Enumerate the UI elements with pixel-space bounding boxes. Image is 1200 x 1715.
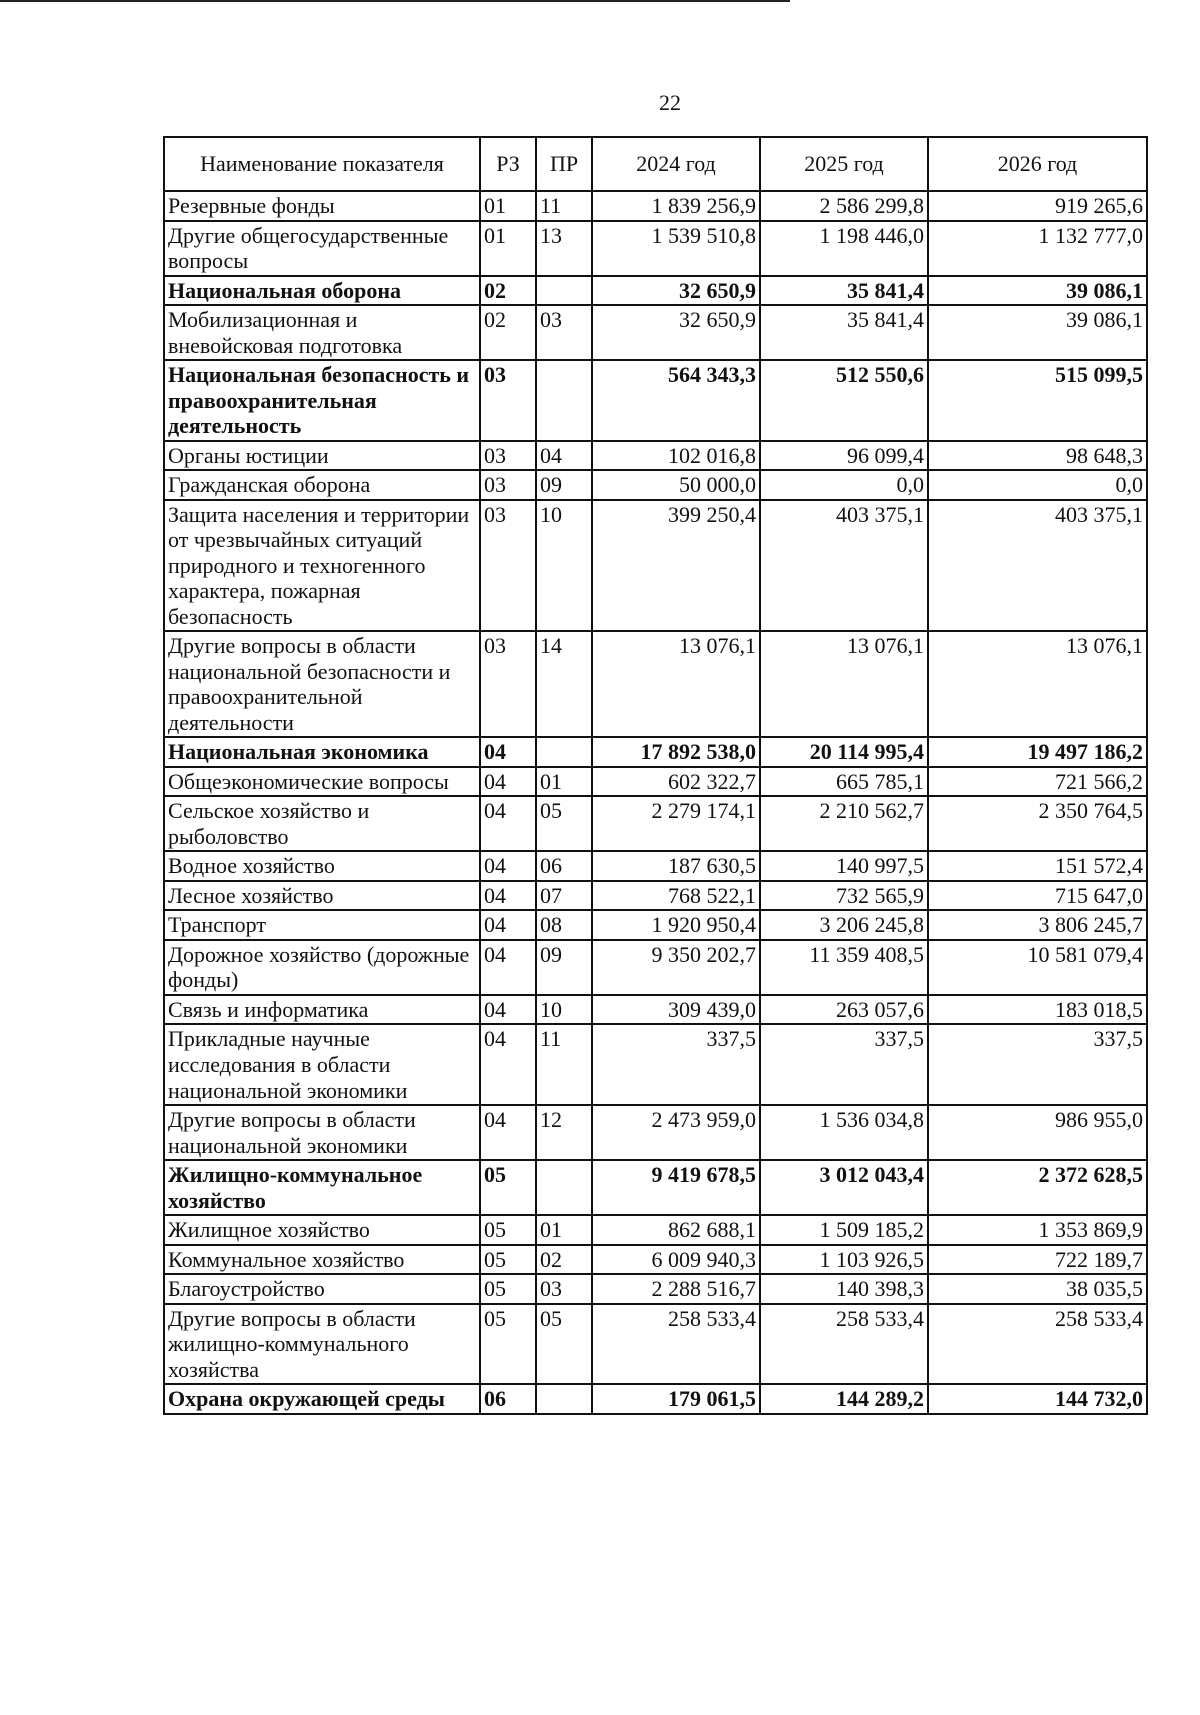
table-section-row: [164, 276, 1147, 306]
row-rz: 04: [480, 851, 536, 881]
table-section-row: [164, 737, 1147, 767]
row-2025: 13 076,1: [760, 631, 928, 737]
row-rz: 04: [480, 1105, 536, 1160]
row-name: Резервные фонды: [164, 191, 480, 221]
row-name: Жилищно-коммунальное хозяйство: [164, 1160, 480, 1215]
row-rz: 04: [480, 1024, 536, 1105]
row-pr: [536, 737, 592, 767]
page-number: 22: [659, 90, 681, 115]
row-2026: 13 076,1: [928, 631, 1147, 737]
row-2026: 986 955,0: [928, 1105, 1147, 1160]
row-pr: 12: [536, 1105, 592, 1160]
row-name: Национальная безопасность и правоохранительная деятельность: [164, 360, 480, 441]
row-2024: 179 061,5: [592, 1384, 760, 1414]
row-2024: 32 650,9: [592, 276, 760, 306]
row-2026: 1 132 777,0: [928, 221, 1147, 276]
row-2024: 2 279 174,1: [592, 796, 760, 851]
row-2024: 6 009 940,3: [592, 1245, 760, 1275]
table-row: [164, 191, 1147, 221]
row-2025: 3 012 043,4: [760, 1160, 928, 1215]
row-2025: 20 114 995,4: [760, 737, 928, 767]
row-2026: 2 372 628,5: [928, 1160, 1147, 1215]
table-row: [164, 221, 1147, 276]
row-2026: 258 533,4: [928, 1304, 1147, 1385]
row-rz: 04: [480, 796, 536, 851]
row-2026: 10 581 079,4: [928, 940, 1147, 995]
row-2025: 2 586 299,8: [760, 191, 928, 221]
row-rz: 04: [480, 767, 536, 797]
row-2025: 3 206 245,8: [760, 910, 928, 940]
row-2024: 13 076,1: [592, 631, 760, 737]
row-name: Жилищное хозяйство: [164, 1215, 480, 1245]
row-2024: 602 322,7: [592, 767, 760, 797]
table-section-row: [164, 1160, 1147, 1215]
table-row: [164, 470, 1147, 500]
row-name: Прикладные научные исследования в области национальной экономики: [164, 1024, 480, 1105]
table-row: [164, 995, 1147, 1025]
row-rz: 05: [480, 1245, 536, 1275]
row-pr: 04: [536, 441, 592, 471]
table-row: [164, 1215, 1147, 1245]
row-rz: 04: [480, 910, 536, 940]
table-row: [164, 441, 1147, 471]
row-name: Другие вопросы в области жилищно-коммунального хозяйства: [164, 1304, 480, 1385]
row-2026: 1 353 869,9: [928, 1215, 1147, 1245]
row-name: Другие общегосударственные вопросы: [164, 221, 480, 276]
row-2025: 0,0: [760, 470, 928, 500]
row-2026: 403 375,1: [928, 500, 1147, 632]
row-name: Сельское хозяйство и рыболовство: [164, 796, 480, 851]
row-name: Органы юстиции: [164, 441, 480, 471]
row-2025: 1 536 034,8: [760, 1105, 928, 1160]
row-rz: 04: [480, 995, 536, 1025]
row-name: Другие вопросы в области национальной экономики: [164, 1105, 480, 1160]
row-rz: 03: [480, 470, 536, 500]
row-2025: 11 359 408,5: [760, 940, 928, 995]
row-2026: 39 086,1: [928, 305, 1147, 360]
row-rz: 04: [480, 940, 536, 995]
row-2026: 2 350 764,5: [928, 796, 1147, 851]
scan-edge-line: [0, 0, 790, 2]
table-row: [164, 796, 1147, 851]
row-pr: 09: [536, 470, 592, 500]
row-pr: 01: [536, 767, 592, 797]
row-2025: 140 398,3: [760, 1274, 928, 1304]
row-2025: 263 057,6: [760, 995, 928, 1025]
row-pr: 05: [536, 796, 592, 851]
row-pr: 02: [536, 1245, 592, 1275]
header-pr: ПР: [536, 137, 592, 191]
row-2025: 258 533,4: [760, 1304, 928, 1385]
row-rz: 04: [480, 881, 536, 911]
table-row: [164, 1245, 1147, 1275]
row-pr: [536, 276, 592, 306]
row-rz: 01: [480, 221, 536, 276]
table-row: [164, 851, 1147, 881]
row-2025: 665 785,1: [760, 767, 928, 797]
header-2025: 2025 год: [760, 137, 928, 191]
row-2025: 35 841,4: [760, 276, 928, 306]
row-2025: 732 565,9: [760, 881, 928, 911]
row-name: Дорожное хозяйство (дорожные фонды): [164, 940, 480, 995]
table-row: [164, 910, 1147, 940]
row-2025: 96 099,4: [760, 441, 928, 471]
row-pr: 11: [536, 1024, 592, 1105]
row-2025: 403 375,1: [760, 500, 928, 632]
row-2024: 768 522,1: [592, 881, 760, 911]
row-name: Мобилизационная и вневойсковая подготовка: [164, 305, 480, 360]
row-name: Транспорт: [164, 910, 480, 940]
row-2025: 2 210 562,7: [760, 796, 928, 851]
row-name: Другие вопросы в области национальной безопасности и правоохранительной деятельности: [164, 631, 480, 737]
table-row: [164, 1105, 1147, 1160]
row-2026: 0,0: [928, 470, 1147, 500]
row-rz: 03: [480, 631, 536, 737]
row-rz: 06: [480, 1384, 536, 1414]
row-pr: 11: [536, 191, 592, 221]
row-rz: 05: [480, 1215, 536, 1245]
row-rz: 02: [480, 276, 536, 306]
table-row: [164, 631, 1147, 737]
row-2024: 9 350 202,7: [592, 940, 760, 995]
row-pr: 03: [536, 1274, 592, 1304]
row-name: Коммунальное хозяйство: [164, 1245, 480, 1275]
row-name: Национальная оборона: [164, 276, 480, 306]
row-rz: 02: [480, 305, 536, 360]
row-rz: 04: [480, 737, 536, 767]
row-2026: 337,5: [928, 1024, 1147, 1105]
row-2024: 1 920 950,4: [592, 910, 760, 940]
row-pr: 14: [536, 631, 592, 737]
header-name: Наименование показателя: [164, 137, 480, 191]
row-rz: 01: [480, 191, 536, 221]
row-2024: 258 533,4: [592, 1304, 760, 1385]
row-2024: 187 630,5: [592, 851, 760, 881]
header-2024: 2024 год: [592, 137, 760, 191]
row-2024: 9 419 678,5: [592, 1160, 760, 1215]
row-2024: 17 892 538,0: [592, 737, 760, 767]
row-name: Связь и информатика: [164, 995, 480, 1025]
header-rz: РЗ: [480, 137, 536, 191]
table-section-row: [164, 360, 1147, 441]
table-header-row: [164, 137, 1147, 191]
row-2026: 722 189,7: [928, 1245, 1147, 1275]
row-2026: 919 265,6: [928, 191, 1147, 221]
row-pr: 13: [536, 221, 592, 276]
row-2026: 151 572,4: [928, 851, 1147, 881]
row-2026: 144 732,0: [928, 1384, 1147, 1414]
row-rz: 03: [480, 360, 536, 441]
table-section-row: [164, 1384, 1147, 1414]
row-pr: 01: [536, 1215, 592, 1245]
row-2026: 98 648,3: [928, 441, 1147, 471]
row-name: Благоустройство: [164, 1274, 480, 1304]
row-2025: 140 997,5: [760, 851, 928, 881]
row-rz: 05: [480, 1160, 536, 1215]
row-2024: 2 288 516,7: [592, 1274, 760, 1304]
row-2026: 515 099,5: [928, 360, 1147, 441]
row-2025: 1 198 446,0: [760, 221, 928, 276]
row-rz: 03: [480, 441, 536, 471]
row-pr: 08: [536, 910, 592, 940]
row-2024: 32 650,9: [592, 305, 760, 360]
row-rz: 05: [480, 1274, 536, 1304]
table-row: [164, 305, 1147, 360]
table-row: [164, 940, 1147, 995]
row-pr: 10: [536, 500, 592, 632]
row-name: Гражданская оборона: [164, 470, 480, 500]
row-pr: [536, 360, 592, 441]
table-row: [164, 500, 1147, 632]
row-2024: 862 688,1: [592, 1215, 760, 1245]
table-row: [164, 767, 1147, 797]
table-row: [164, 1304, 1147, 1385]
row-name: Охрана окружающей среды: [164, 1384, 480, 1414]
row-name: Водное хозяйство: [164, 851, 480, 881]
row-pr: [536, 1384, 592, 1414]
row-2026: 721 566,2: [928, 767, 1147, 797]
row-2025: 1 509 185,2: [760, 1215, 928, 1245]
table-row: [164, 1274, 1147, 1304]
row-2025: 1 103 926,5: [760, 1245, 928, 1275]
row-2024: 337,5: [592, 1024, 760, 1105]
row-2026: 3 806 245,7: [928, 910, 1147, 940]
row-2026: 38 035,5: [928, 1274, 1147, 1304]
row-2024: 50 000,0: [592, 470, 760, 500]
row-pr: 07: [536, 881, 592, 911]
row-2026: 183 018,5: [928, 995, 1147, 1025]
row-2024: 1 839 256,9: [592, 191, 760, 221]
row-2024: 2 473 959,0: [592, 1105, 760, 1160]
row-rz: 03: [480, 500, 536, 632]
row-2024: 102 016,8: [592, 441, 760, 471]
row-2026: 19 497 186,2: [928, 737, 1147, 767]
row-pr: 03: [536, 305, 592, 360]
row-name: Национальная экономика: [164, 737, 480, 767]
row-2024: 564 343,3: [592, 360, 760, 441]
row-pr: 05: [536, 1304, 592, 1385]
row-rz: 05: [480, 1304, 536, 1385]
row-2024: 399 250,4: [592, 500, 760, 632]
row-pr: 09: [536, 940, 592, 995]
header-2026: 2026 год: [928, 137, 1147, 191]
row-pr: 06: [536, 851, 592, 881]
budget-table: [163, 136, 1148, 1415]
row-pr: [536, 1160, 592, 1215]
table-row: [164, 1024, 1147, 1105]
table-row: [164, 881, 1147, 911]
row-name: Лесное хозяйство: [164, 881, 480, 911]
row-pr: 10: [536, 995, 592, 1025]
row-2025: 337,5: [760, 1024, 928, 1105]
row-2026: 39 086,1: [928, 276, 1147, 306]
row-2025: 35 841,4: [760, 305, 928, 360]
row-name: Защита населения и территории от чрезвычайных ситуаций природного и техногенного характера, пожарная безопасность: [164, 500, 480, 632]
row-2024: 1 539 510,8: [592, 221, 760, 276]
row-2024: 309 439,0: [592, 995, 760, 1025]
row-2025: 144 289,2: [760, 1384, 928, 1414]
row-2026: 715 647,0: [928, 881, 1147, 911]
row-name: Общеэкономические вопросы: [164, 767, 480, 797]
row-2025: 512 550,6: [760, 360, 928, 441]
